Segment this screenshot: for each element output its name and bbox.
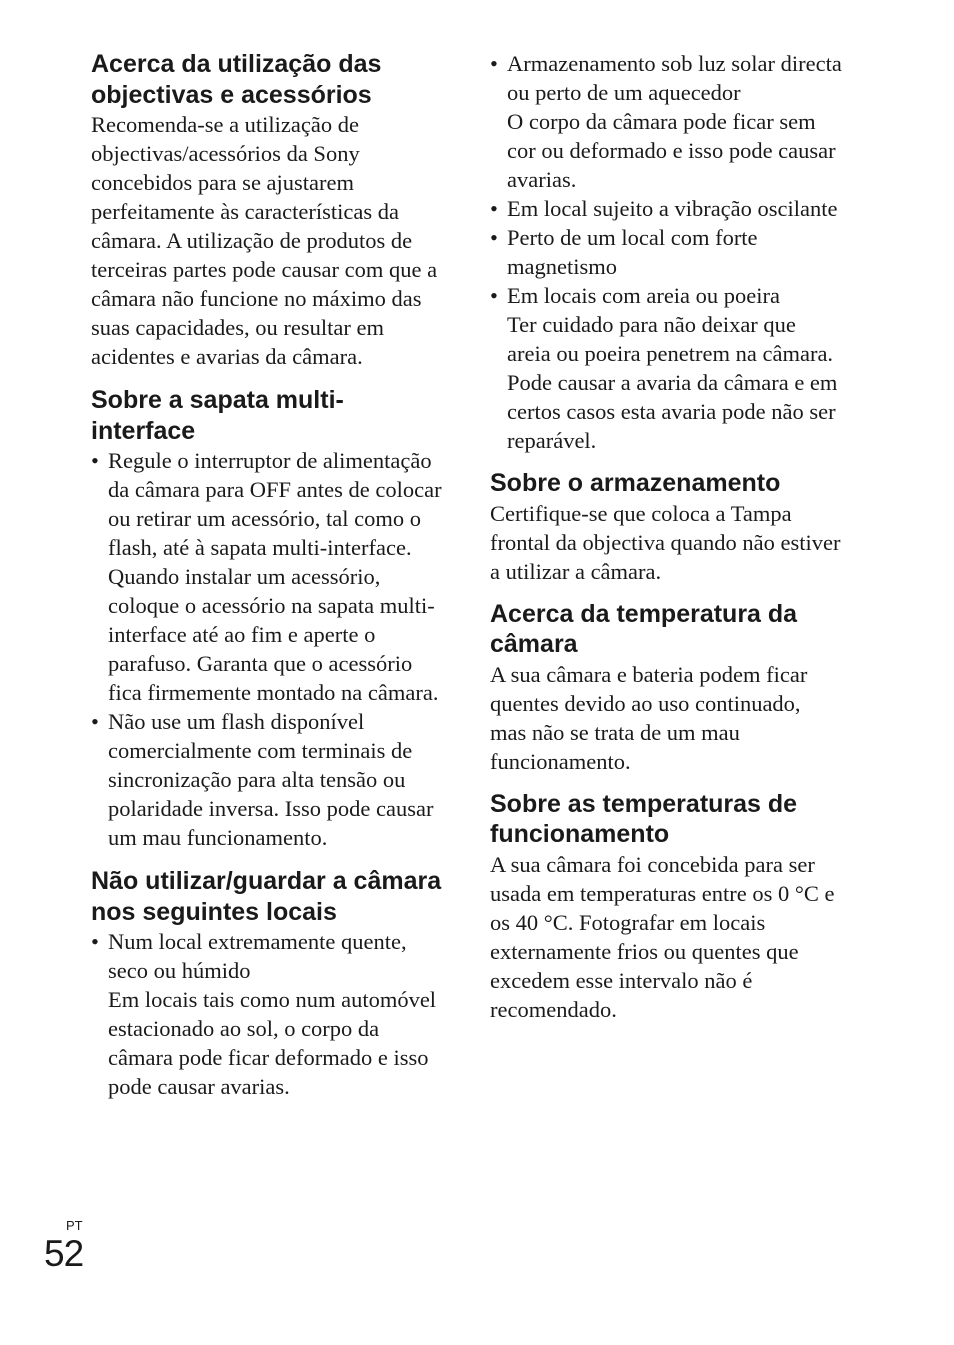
list-item-text: Regule o interruptor de alimentação da câmara para OFF antes de colocar ou retirar um acessório, tal como o flash, até à sapata multi-interface. Quando instalar um acessório, coloque o acessório na sapata multi-interface até ao fim e aperte o parafuso. Garanta que o acessório fica firmemente montado na câmara. [108,448,442,705]
section-prohibited-locations-continued [490,49,842,455]
section-lenses-accessories [91,49,443,371]
section-operating-temperatures [490,789,842,1024]
list-item-text: Não use um flash disponível comercialmente com terminais de sincronização para alta tensão ou polaridade inversa. Isso pode causar um mau funcionamento. [108,709,434,850]
section-body: Recomenda-se a utilização de objectivas/acessórios da Sony concebidos para se ajustarem perfeitamente às características da câmara. A utilização de produtos de terceiras partes pode causar com que a câmara não funcione no máximo das suas capacidades, ou resultar em acidentes e avarias da câmara. [91,112,438,369]
bullet-icon: • [490,225,498,250]
list-item [91,927,443,1101]
list-item-text: Perto de um local com forte magnetismo [507,225,758,279]
list-item-note: Ter cuidado para não deixar que areia ou poeira penetrem na câmara. Pode causar a avaria da câmara e em certos casos esta avaria pode não ser reparável. [507,312,838,453]
list-item-text: Armazenamento sob luz solar directa ou perto de um aquecedor [507,51,842,105]
section-camera-temperature [490,599,842,776]
list-item-text: Num local extremamente quente, seco ou húmido [108,929,407,983]
list-item-text: Em local sujeito a vibração oscilante [507,196,838,221]
list-item-text: Em locais com areia ou poeira [507,283,781,308]
section-multi-interface-shoe [91,385,443,852]
list-item-note: O corpo da câmara pode ficar sem cor ou deformado e isso pode causar avarias. [507,109,836,192]
bullet-icon: • [490,196,498,221]
left-column [91,49,443,1115]
bullet-list [91,446,443,852]
bullet-list [91,927,443,1101]
bullet-icon: • [91,929,99,954]
section-heading: Acerca da temperatura da câmara [490,599,798,658]
section-heading: Sobre as temperaturas de funcionamento [490,789,798,848]
section-body: A sua câmara foi concebida para ser usada em temperaturas entre os 0 °C e os 40 °C. Fotografar em locais externamente frios ou quentes que excedem esse intervalo não é recomendado. [490,851,835,1022]
bullet-icon: • [91,709,99,734]
list-item [91,707,443,852]
section-body: A sua câmara e bateria podem ficar quentes devido ao uso continuado, mas não se trata de um mau funcionamento. [490,661,808,774]
section-heading: Sobre a sapata multi-interface [91,386,344,445]
list-item [490,223,842,281]
language-code: PT [66,1218,83,1233]
list-item [91,446,443,707]
list-item [490,281,842,455]
section-heading: Sobre o armazenamento [490,469,781,497]
list-item [490,49,842,194]
bullet-icon: • [490,283,498,308]
list-item-note: Em locais tais como num automóvel estacionado ao sol, o corpo da câmara pode ficar deformado e isso pode causar avarias. [108,987,437,1099]
section-prohibited-locations [91,866,443,1101]
section-heading: Acerca da utilização das objectivas e acessórios [91,50,382,109]
list-item [490,194,842,223]
section-body: Certifique-se que coloca a Tampa frontal da objectiva quando não estiver a utilizar a câmara. [490,500,841,584]
section-storage [490,468,842,586]
section-heading: Não utilizar/guardar a câmara nos seguintes locais [91,867,442,926]
right-column [490,49,842,1037]
page-number: 52 [44,1233,84,1274]
bullet-list [490,49,842,455]
bullet-icon: • [91,448,99,473]
bullet-icon: • [490,51,498,76]
